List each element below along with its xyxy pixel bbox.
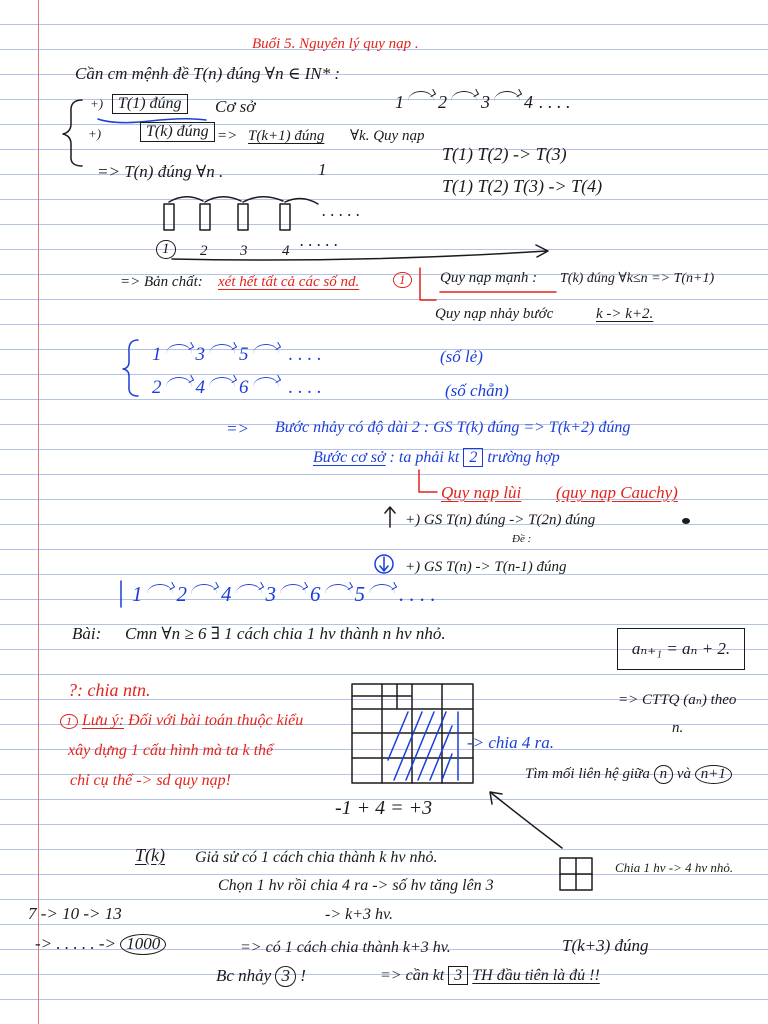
arc-arrow xyxy=(191,584,217,594)
sequence-number: 1 xyxy=(132,582,143,606)
sequence-dots: . . . . xyxy=(288,377,322,398)
hypothesis-label: T(k) xyxy=(135,845,165,865)
check-line xyxy=(380,967,600,985)
arc-arrow xyxy=(325,584,351,594)
arc-arrow xyxy=(451,91,477,101)
sequence-number: 3 xyxy=(195,344,205,365)
backward-induction-label: Quy nạp lùi xyxy=(441,483,522,502)
backward-induction-bracket xyxy=(419,470,437,492)
split-hint: -> chia 4 ra. xyxy=(467,733,555,752)
domino-arrow-2 xyxy=(205,197,241,202)
check-tail: TH đầu tiên là đủ !! xyxy=(472,967,600,984)
up-arrow-icon xyxy=(385,507,395,527)
domino-label-3: 3 xyxy=(240,243,248,259)
backward-down-step: +) GS T(n) -> T(n-1) đúng xyxy=(405,559,567,575)
note-marker: 1 xyxy=(60,714,78,729)
note-line-2: xây dựng 1 cấu hình mà ta k thể xyxy=(68,742,274,759)
example-chain-more xyxy=(35,934,166,955)
induction-statement: Cần cm mệnh đề T(n) đúng ∀n ∈ IN* : xyxy=(75,64,341,83)
brace-parity xyxy=(123,340,138,396)
backward-small-note: Đề : xyxy=(512,533,532,545)
chain-number: 2 xyxy=(438,92,447,112)
relation-and: và xyxy=(676,766,692,782)
sequence-number: 6 xyxy=(239,377,249,398)
base-case-label: Cơ sở xyxy=(215,97,256,116)
step-bullet: +) xyxy=(88,126,102,141)
chain-more: -> . . . . . -> xyxy=(35,934,117,953)
backward-sequence xyxy=(132,582,436,606)
stray-mark: 1 xyxy=(318,160,327,179)
backward-up-step: +) GS T(n) đúng -> T(2n) đúng xyxy=(405,512,596,528)
sequence-number: 2 xyxy=(176,582,187,606)
jump-arrow: => xyxy=(226,419,249,438)
note-text-1: Đối với bài toán thuộc kiểu xyxy=(128,712,304,729)
down-arrow-icon xyxy=(380,557,388,571)
small-grid-figure xyxy=(560,858,592,890)
inductive-hypothesis-box: T(k) đúng xyxy=(140,122,215,142)
margin-line xyxy=(38,0,39,1024)
domino-3 xyxy=(238,204,248,230)
arc-arrow xyxy=(253,344,279,354)
domino-label-1: 1 xyxy=(156,240,176,259)
odd-sequence xyxy=(152,344,322,366)
jump-induction-formula: k -> k+2. xyxy=(596,306,654,322)
chain-end: 1000 xyxy=(120,934,166,955)
solution-conclusion-tail: T(k+3) đúng xyxy=(562,936,649,955)
jump-step-text: Bước nhảy có độ dài 2 : GS T(k) đúng => T(k+2) đúng xyxy=(275,419,631,436)
recurrence-box xyxy=(617,628,745,670)
ink-blot xyxy=(682,518,690,524)
arc-arrow xyxy=(494,91,520,101)
sequence-number: 1 xyxy=(152,344,162,365)
arc-arrow xyxy=(280,584,306,594)
jump-size-bang: ! xyxy=(300,966,306,985)
even-label: (số chẵn) xyxy=(445,381,509,400)
jump-base-count: 2 xyxy=(463,448,483,467)
long-arrow xyxy=(172,245,548,260)
strong-induction-label: Quy nạp mạnh : xyxy=(440,270,538,286)
arc-arrow xyxy=(369,584,395,594)
grid-outline xyxy=(352,684,473,783)
chain-dots: . . . . xyxy=(539,92,571,112)
jump-base-line xyxy=(313,449,560,467)
general-term-tail: n. xyxy=(672,720,684,736)
solution-step: Chọn 1 hv rồi chia 4 ra -> số hv tăng lên 3 xyxy=(218,877,494,894)
induction-conclusion: => T(n) đúng ∀n . xyxy=(97,162,224,181)
domino-dots-top: . . . . . xyxy=(322,201,361,220)
note-line-3: chỉ cụ thể -> sd quy nạp! xyxy=(70,772,231,789)
domino-1 xyxy=(164,204,174,230)
sequence-dots: . . . . xyxy=(288,344,322,365)
jump-size-label: Bc nhảy xyxy=(216,966,272,985)
chain-number: 4 xyxy=(524,92,533,112)
count-change: -1 + 4 = +3 xyxy=(335,797,433,819)
domino-arrow-3 xyxy=(243,197,283,202)
arc-arrow xyxy=(408,91,434,101)
jump-size-line xyxy=(216,966,306,987)
domino-arrow-1 xyxy=(169,197,203,202)
jump-induction-label: Quy nạp nhảy bước xyxy=(435,306,554,322)
example-chain: 7 -> 10 -> 13 xyxy=(28,904,122,923)
circled-down-arrow-icon xyxy=(375,555,393,573)
domino-label-4: 4 xyxy=(282,243,290,259)
sequence-number: 3 xyxy=(265,582,276,606)
domino-label-2: 2 xyxy=(200,243,208,259)
relation-prefix: Tìm mối liên hệ giữa xyxy=(525,766,650,782)
domino-2 xyxy=(200,204,210,230)
sequence-number: 2 xyxy=(152,377,162,398)
grid-lines xyxy=(352,684,473,783)
sequence-dots: . . . . xyxy=(399,582,436,606)
even-sequence xyxy=(152,377,322,399)
step-result: T(k+1) đúng xyxy=(248,128,325,144)
arc-arrow xyxy=(147,584,173,594)
sequence-number: 6 xyxy=(310,582,321,606)
sequence-number: 4 xyxy=(221,582,232,606)
note-line-1 xyxy=(60,712,303,730)
solution-conclusion: => có 1 cách chia thành k+3 hv. xyxy=(240,939,451,956)
essence-label: => Bản chất: xyxy=(120,274,203,290)
essence-remark: xét hết tất cả các số nd. xyxy=(218,274,360,290)
brace-intro xyxy=(63,100,82,166)
domino-4 xyxy=(280,204,290,230)
check-count: 3 xyxy=(448,966,468,985)
essence-marker: 1 xyxy=(393,272,412,288)
step-tail: ∀k. Quy nạp xyxy=(350,128,425,144)
sequence-number: 4 xyxy=(195,377,205,398)
intro-chain xyxy=(395,92,571,113)
recurrence-formula: aₙ₊₁ = aₙ + 2. xyxy=(631,639,731,658)
problem-statement: Cmn ∀n ≥ 6 ∃ 1 cách chia 1 hv thành n hv nhỏ. xyxy=(125,624,446,643)
jump-base-label: Bước cơ sở xyxy=(313,449,386,466)
relation-hint xyxy=(525,765,732,784)
chain-number: 1 xyxy=(395,92,404,112)
arc-arrow xyxy=(166,377,192,387)
check-prefix: => cần kt xyxy=(380,967,445,984)
problem-label: Bài: xyxy=(72,624,102,643)
small-grid-outline xyxy=(560,858,592,890)
small-grid-lines xyxy=(560,858,592,890)
arc-arrow xyxy=(209,344,235,354)
example-chain-1: T(1) T(2) -> T(3) xyxy=(442,144,567,164)
sequence-number: 5 xyxy=(354,582,365,606)
base-bullet: +) xyxy=(90,96,104,111)
chain-number: 3 xyxy=(481,92,490,112)
question: ?: chia ntn. xyxy=(68,680,151,700)
note-label: Lưu ý: xyxy=(82,712,125,729)
domino-dots-bottom: . . . . . xyxy=(300,231,339,250)
domino-arrow-4 xyxy=(285,198,318,204)
relation-a: n xyxy=(654,765,674,784)
square-grid-figure xyxy=(352,684,473,783)
arc-arrow xyxy=(236,584,262,594)
arc-arrow xyxy=(253,377,279,387)
example-chain-2: T(1) T(2) T(3) -> T(4) xyxy=(442,176,603,196)
grid-hatch xyxy=(388,712,458,780)
base-case-box: T(1) đúng xyxy=(112,94,188,114)
arc-arrow xyxy=(166,344,192,354)
side-note: Chia 1 hv -> 4 hv nhỏ. xyxy=(615,860,734,875)
sequence-number: 5 xyxy=(239,344,249,365)
general-term: => CTTQ (aₙ) theo xyxy=(618,692,737,708)
result-count: -> k+3 hv. xyxy=(325,906,393,923)
jump-size: 3 xyxy=(275,966,296,987)
arc-arrow xyxy=(209,377,235,387)
step-arrow: => xyxy=(217,128,238,144)
hypothesis: Giả sử có 1 cách chia thành k hv nhỏ. xyxy=(195,849,438,866)
relation-b: n+1 xyxy=(695,765,732,784)
page-title: Buổi 5. Nguyên lý quy nạp . xyxy=(252,36,419,52)
strong-induction-formula: T(k) đúng ∀k≤n => T(n+1) xyxy=(560,271,715,286)
pointer-arrow xyxy=(490,792,562,848)
jump-base-text: : ta phải kt xyxy=(389,449,460,466)
jump-base-tail: trường hợp xyxy=(487,449,560,466)
cauchy-induction-label: (quy nạp Cauchy) xyxy=(556,483,678,502)
odd-label: (số lẻ) xyxy=(440,347,483,366)
